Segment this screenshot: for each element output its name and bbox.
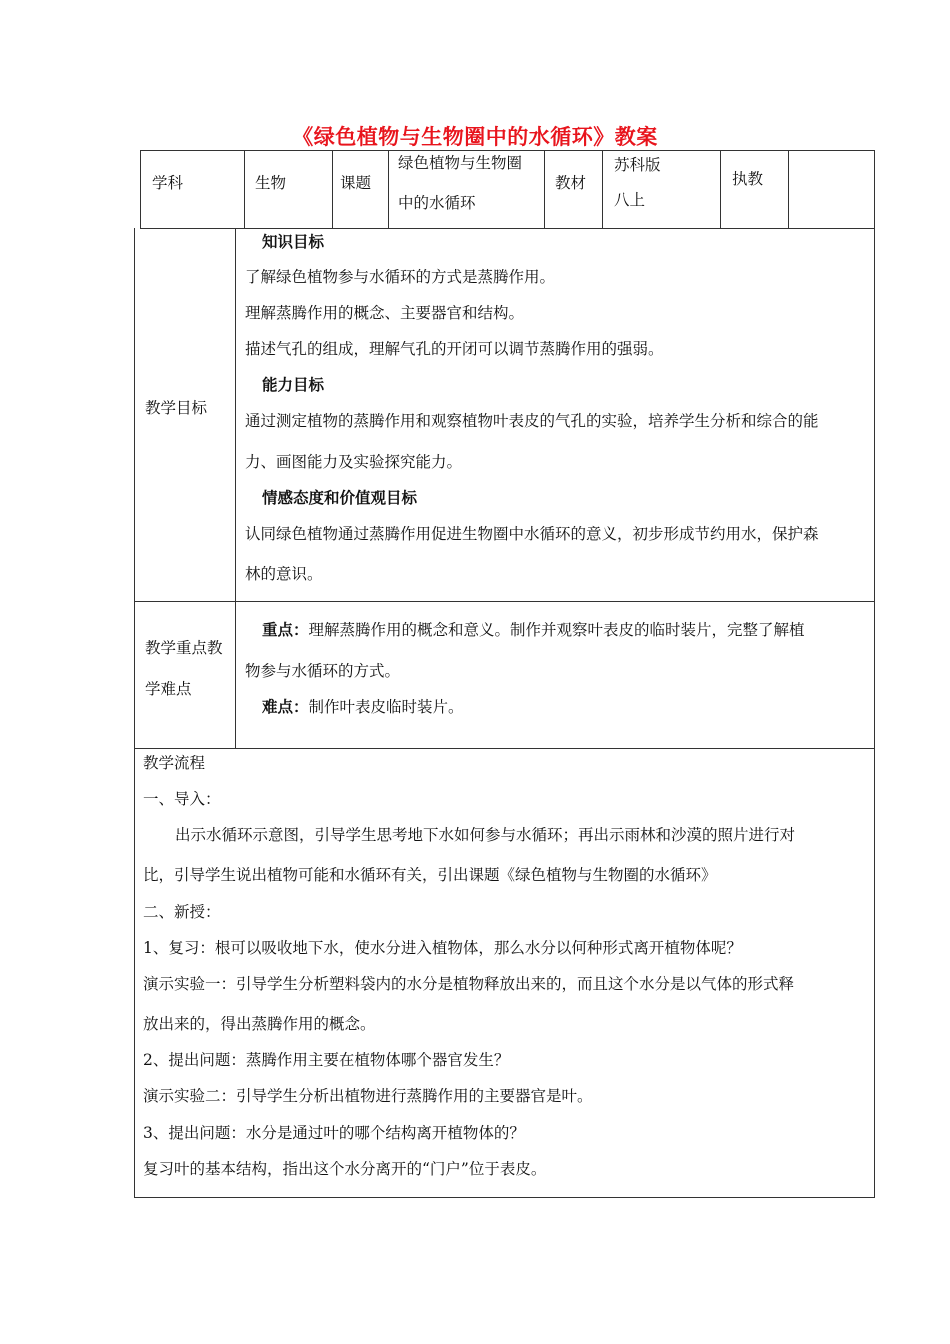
emotion-line: 认同绿色植物通过蒸腾作用促进生物圈中水循环的意义，初步形成节约用水，保护森 (245, 525, 819, 543)
process-line: 1、复习：根可以吸收地下水，使水分进入植物体，那么水分以何种形式离开植物体呢？ (143, 939, 742, 957)
textbook-value-line1: 苏科版 (614, 156, 661, 174)
process-line: 复习叶的基本结构，指出这个水分离开的“门户”位于表皮。 (143, 1160, 547, 1178)
key-label: 重点： (262, 621, 309, 639)
ability-heading: 能力目标 (262, 376, 325, 394)
key-line-1 (262, 623, 805, 639)
knowledge-heading: 知识目标 (262, 233, 325, 251)
process-line: 3、提出问题：水分是通过叶的哪个结构离开植物体的？ (143, 1124, 525, 1142)
document-title: 《绿色植物与生物圈中的水循环》教案 (292, 125, 658, 149)
key-text: 理解蒸腾作用的概念和意义。制作并观察叶表皮的临时装片，完整了解植 (308, 621, 805, 639)
topic-label: 课题 (340, 174, 372, 192)
process-line: 演示实验一：引导学生分析塑料袋内的水分是植物释放出来的，而且这个水分是以气体的形式释 (143, 975, 795, 993)
objectives-label: 教学目标 (145, 399, 208, 417)
process-new-heading: 二、新授： (143, 903, 221, 921)
process-line: 2、提出问题：蒸腾作用主要在植物体哪个器官发生？ (143, 1051, 510, 1069)
process-line: 比，引导学生说出植物可能和水循环有关，引出课题《绿色植物与生物圈的水循环》 (143, 866, 717, 884)
key-points-label-line1: 教学重点教 (145, 639, 223, 657)
emotion-line: 林的意识。 (245, 565, 323, 583)
difficult-label: 难点： (262, 698, 309, 716)
key-line-2: 物参与水循环的方式。 (245, 662, 401, 680)
textbook-label: 教材 (555, 174, 587, 192)
difficult-text: 制作叶表皮临时装片。 (308, 698, 464, 716)
topic-value-line2: 中的水循环 (398, 194, 476, 212)
process-intro-heading: 一、导入： (143, 790, 221, 808)
ability-line: 通过测定植物的蒸腾作用和观察植物叶表皮的气孔的实验，培养学生分析和综合的能 (245, 412, 819, 430)
textbook-value-line2: 八上 (614, 191, 646, 209)
process-heading: 教学流程 (143, 754, 206, 772)
subject-value: 生物 (255, 174, 287, 192)
knowledge-item: 了解绿色植物参与水循环的方式是蒸腾作用。 (245, 268, 556, 286)
knowledge-item: 理解蒸腾作用的概念、主要器官和结构。 (245, 304, 525, 322)
difficult-line (262, 700, 464, 716)
ability-line: 力、画图能力及实验探究能力。 (245, 453, 463, 471)
process-line: 放出来的，得出蒸腾作用的概念。 (143, 1015, 376, 1033)
key-points-label-line2: 学难点 (145, 680, 192, 698)
process-line: 出示水循环示意图，引导学生思考地下水如何参与水循环；再出示雨林和沙漠的照片进行对 (175, 826, 796, 844)
teacher-label: 执教 (732, 170, 764, 188)
emotion-heading: 情感态度和价值观目标 (262, 489, 418, 507)
knowledge-item: 描述气孔的组成，理解气孔的开闭可以调节蒸腾作用的强弱。 (245, 340, 664, 358)
topic-value-line1: 绿色植物与生物圈 (398, 154, 523, 172)
process-line: 演示实验二：引导学生分析出植物进行蒸腾作用的主要器官是叶。 (143, 1087, 593, 1105)
subject-label: 学科 (152, 174, 184, 192)
